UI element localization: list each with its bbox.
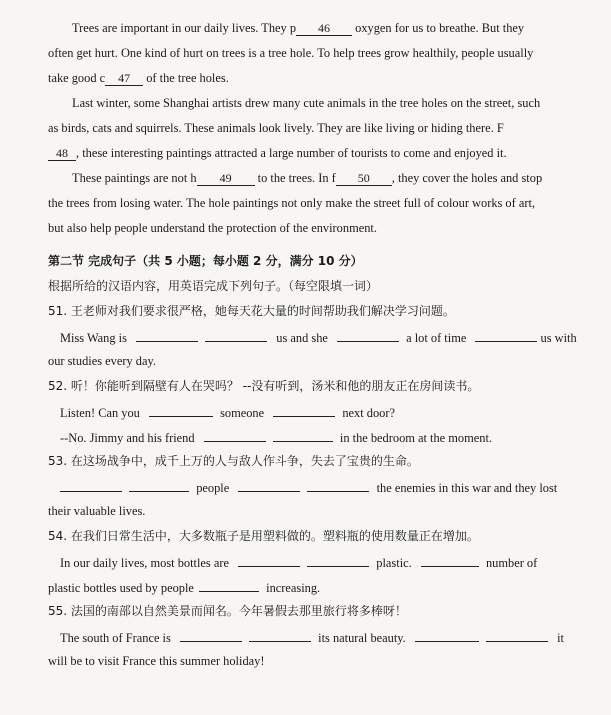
q55-line-2: will be to visit France this summer holiday! (48, 654, 265, 668)
section-instruction: 根据所给的汉语内容，用英语完成下列句子。（每空限填一词） (48, 279, 379, 293)
q53-text: people (196, 481, 230, 495)
q53-blank-4[interactable] (307, 478, 369, 492)
q53-prompt: 53. 在这场战争中，成千上万的人与敌人作斗争，失去了宝贵的生命。 (48, 454, 419, 468)
q54-text: plastic bottles used by people (48, 581, 194, 595)
q54-line-1 (60, 553, 537, 571)
q54-text: number of (485, 556, 538, 570)
q55-text: its natural beauty. (318, 631, 406, 645)
passage-line (48, 145, 507, 161)
q53-line-2: their valuable lives. (48, 504, 146, 518)
q52-line-1 (60, 403, 395, 421)
passage-line (48, 220, 377, 236)
passage-text: of the tree holes. (143, 71, 229, 85)
q53-blank-1[interactable] (60, 478, 122, 492)
blank-49[interactable]: 49 (197, 172, 255, 186)
passage-line (72, 95, 540, 111)
q52-text: Listen! Can you (60, 406, 140, 420)
passage-text: These paintings are not h (72, 171, 197, 185)
q51-text: a lot of time (406, 331, 467, 345)
q55-blank-3[interactable] (415, 628, 479, 642)
q51-text: Miss Wang is (60, 331, 127, 345)
q54-blank-1[interactable] (238, 553, 300, 567)
q52-text: next door? (342, 406, 395, 420)
q54-blank-2[interactable] (307, 553, 369, 567)
q51-blank-2[interactable] (205, 328, 267, 342)
q54-blank-3[interactable] (421, 553, 479, 567)
q52-prompt: 52. 听！你能听到隔壁有人在哭吗？ --没有听到，汤米和他的朋友正在房间读书。 (48, 379, 480, 393)
q51-line-1 (60, 328, 577, 346)
passage-text: Trees are important in our daily lives. They p (72, 21, 297, 35)
q54-text: increasing. (266, 581, 321, 595)
q51-prompt: 51. 王老师对我们要求很严格，她每天花大量的时间帮助我们解决学习问题。 (48, 304, 455, 318)
q55-text: The south of France is (60, 631, 171, 645)
passage-text: to the trees. In f (254, 171, 336, 185)
passage-line (48, 195, 535, 211)
blank-48[interactable]: 48 (48, 147, 76, 161)
section-title: 第二节 完成句子（共 5 小题；每小题 2 分，满分 10 分） (48, 254, 363, 268)
q55-text: it (557, 631, 564, 645)
passage-text: Last winter, some Shanghai artists drew many cute animals in the tree holes on the street, such (72, 96, 541, 110)
passage-text: take good c (48, 71, 106, 85)
q53-blank-2[interactable] (129, 478, 189, 492)
q53-blank-3[interactable] (238, 478, 300, 492)
q54-blank-4[interactable] (199, 578, 259, 592)
q52-text: someone (220, 406, 265, 420)
q55-blank-4[interactable] (486, 628, 548, 642)
passage-text: , they cover the holes and stop (391, 171, 543, 185)
q54-line-2 (48, 578, 320, 596)
q54-prompt: 54. 在我们日常生活中，大多数瓶子是用塑料做的。塑料瓶的使用数量正在增加。 (48, 529, 479, 543)
passage-text: often get hurt. One kind of hurt on trees is a tree hole. To help trees grow healthily, people usually (48, 46, 534, 60)
passage-text: oxygen for us to breathe. But they (352, 21, 525, 35)
q52-blank-3[interactable] (204, 428, 266, 442)
q51-blank-3[interactable] (337, 328, 399, 342)
q51-line-2: our studies every day. (48, 354, 156, 368)
q52-text: --No. Jimmy and his friend (60, 431, 195, 445)
q51-text: us and she (276, 331, 328, 345)
q55-line-1 (60, 628, 564, 646)
passage-text: but also help people understand the protection of the environment. (48, 221, 377, 235)
q53-text: the enemies in this war and they lost (376, 481, 558, 495)
passage-line (72, 170, 542, 186)
q52-blank-4[interactable] (273, 428, 333, 442)
q52-text: in the bedroom at the moment. (339, 431, 492, 445)
passage-text: , these interesting paintings attracted a large number of tourists to come and enjoyed it. (76, 146, 507, 160)
passage-text: as birds, cats and squirrels. These animals look lively. They are like living or hiding there. F (48, 121, 504, 135)
q52-blank-1[interactable] (149, 403, 213, 417)
blank-50[interactable]: 50 (336, 172, 392, 186)
q52-blank-2[interactable] (273, 403, 335, 417)
q52-line-2 (60, 428, 492, 446)
passage-line (72, 20, 524, 36)
q51-text: us with (540, 331, 577, 345)
q55-prompt: 55. 法国的南部以自然美景而闻名。今年暑假去那里旅行将多棒呀！ (48, 604, 407, 618)
q55-blank-1[interactable] (180, 628, 242, 642)
q55-blank-2[interactable] (249, 628, 311, 642)
blank-46[interactable]: 46 (296, 22, 352, 36)
q53-line-1 (60, 478, 557, 496)
q51-blank-1[interactable] (136, 328, 198, 342)
passage-text: the trees from losing water. The hole paintings not only make the street full of colour works of art, (48, 196, 536, 210)
blank-47[interactable]: 47 (105, 72, 143, 86)
q54-text: In our daily lives, most bottles are (60, 556, 229, 570)
q54-text: plastic. (376, 556, 412, 570)
passage-line (48, 45, 533, 61)
passage-line (48, 120, 504, 136)
passage-line (48, 70, 229, 86)
q51-blank-4[interactable] (475, 328, 537, 342)
